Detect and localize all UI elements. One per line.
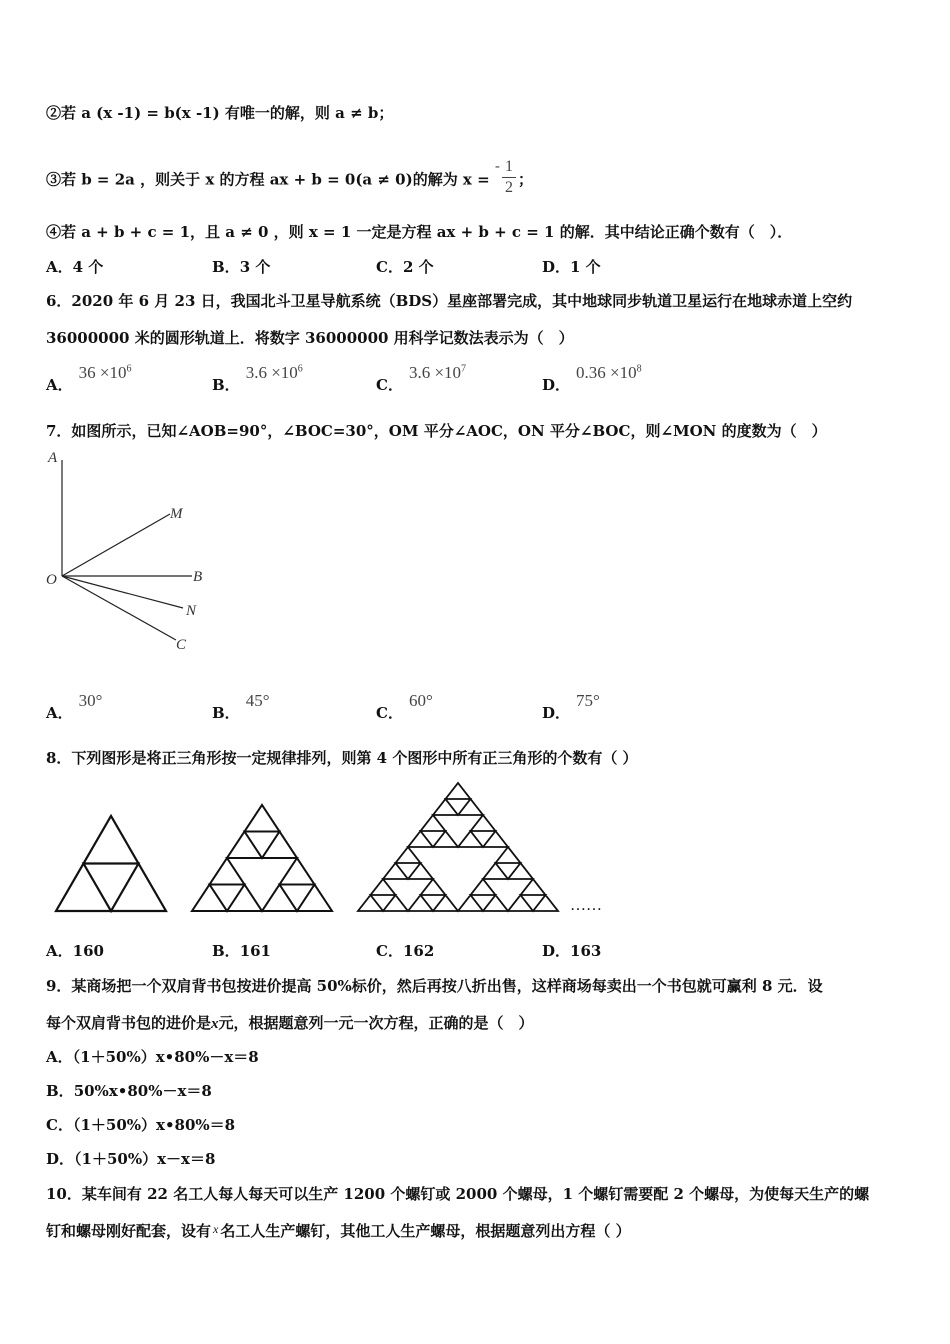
option-text: 162 [402,942,435,960]
math-exponent: 8 [636,363,642,375]
option-letter: A． [46,942,73,960]
option-letter: A． [46,258,73,276]
math-exponent: 6 [126,363,132,375]
q8-option-c [376,940,434,961]
option-text: 2 个 [402,258,434,276]
q8-text: 8．下列图形是将正三角形按一定规律排列，则第 4 个图形中所有正三角形的个数有（ ） [46,749,638,767]
q7-text: 7．如图所示，已知∠AOB=90°，∠BOC=30°，OM 平分∠AOC，ON 平分∠BOC，则∠MON 的度数为（ ） [46,422,827,440]
ray-om [62,514,170,576]
option-math [246,363,303,382]
q9-text-line-1: 9．某商场把一个双肩背书包按进价提高 50%标价，然后再按八折出售，这样商场每卖出一个书包就可赢利 8 元．设 [46,977,823,995]
q10-line-2-start: 钉和螺母刚好配套，设有 [46,1222,212,1240]
triangle-figure-3 [358,783,558,911]
option-text: （1＋50%）x•80%＝8 [72,1116,236,1134]
option-math: 45° [245,691,270,710]
q9-option-c [46,1114,235,1135]
option-letter: D． [542,942,571,960]
option-math: 30° [78,691,103,710]
q7-option-c [376,691,433,723]
ray-oc [62,576,176,640]
option-letter: A． [46,376,73,394]
variable-x: x [213,1222,219,1236]
q7-angle-figure [40,448,220,658]
q5-fraction-denominator: 2 [504,179,513,196]
option-letter: D． [542,376,571,394]
q9-text-line-2 [46,1012,534,1033]
q9-option-b [46,1080,212,1101]
option-text: （1＋50%）x•80%－x＝8 [72,1048,259,1066]
triangle-figure-3-lines [358,783,558,911]
q9-option-d [46,1148,215,1169]
label-a: A [48,450,58,466]
q8-option-a [46,940,104,961]
q8-option-d [542,940,601,961]
option-text: 3 个 [239,258,271,276]
option-letter: B． [212,704,240,722]
math-exponent: 6 [297,363,303,375]
q5-statement-3-end: ； [517,170,533,189]
math-base: 3.6 ×10 [245,363,298,382]
q5-option-a [46,256,103,277]
label-o: O [46,572,57,588]
option-text: 161 [239,942,271,960]
option-math [79,363,132,382]
option-text: （1＋50%）x－x＝8 [74,1150,216,1168]
option-text: 1 个 [570,258,601,276]
q5-statement-3 [46,156,533,201]
option-text: 163 [570,942,602,960]
q5-fraction [502,157,516,198]
q10-text-line-2 [46,1220,631,1241]
option-math [576,363,642,382]
q5-fraction-numerator: 1 [502,157,516,178]
option-letter: B． [46,1082,74,1100]
triangle-figure-1-lines [56,816,166,911]
option-math: 60° [408,691,433,710]
option-math [409,363,466,382]
q5-fraction-sign: - [494,156,500,175]
q7-option-a [46,691,103,723]
option-letter: A． [46,704,73,722]
math-base: 36 ×10 [78,363,127,382]
option-letter: B． [212,376,240,394]
q9-option-a [46,1046,259,1067]
q8-triangle-figures [0,775,950,925]
q9-line-2-start: 每个双肩背书包的进价是 [46,1014,212,1032]
math-base: 0.36 ×10 [576,363,637,382]
figure-ellipsis: …… [570,897,602,914]
option-letter: C． [376,942,403,960]
q6-text-line-1: 6．2020 年 6 月 23 日，我国北斗卫星导航系统（BDS）星座部署完成，其中地球同步轨道卫星运行在地球赤道上空约 [46,292,853,310]
option-letter: C． [376,376,403,394]
q5-option-b [212,256,270,277]
option-letter: B． [212,942,240,960]
q5-statement-3-text: ③若 b = 2a ，则关于 x 的方程 ax + b = 0(a ≠ 0)的解为 x = [46,170,490,189]
q5-option-d [542,256,601,277]
option-text: 50%x•80%－x＝8 [73,1082,212,1100]
option-letter: A． [46,1048,73,1066]
q10-text-line-1: 10．某车间有 22 名工人每人每天可以生产 1200 个螺钉或 2000 个螺母，1 个螺钉需要配 2 个螺母，为使每天生产的螺 [46,1185,870,1203]
option-letter: B． [212,258,240,276]
triangle-figure-2 [192,805,332,911]
variable-x: x [211,1016,219,1032]
label-c: C [176,637,187,653]
option-letter: C． [46,1116,73,1134]
triangle-figure-1 [56,816,166,911]
option-letter: C． [376,704,403,722]
q5-statement-4: ④若 a + b + c = 1，且 a ≠ 0 ，则 x = 1 一定是方程 ax + b + c = 1 的解．其中结论正确个数有（ ）． [46,223,793,241]
q5-option-c [376,256,434,277]
option-letter: D． [542,258,571,276]
q10-line-2-end: 名工人生产螺钉，其他工人生产螺母，根据题意列出方程（ ） [220,1222,631,1240]
q6-text-line-2: 36000000 米的圆形轨道上．将数字 36000000 用科学记数法表示为（ ） [46,329,574,347]
q5-statement-2: ②若 a (x -1) = b(x -1) 有唯一的解，则 a ≠ b； [46,104,394,122]
math-base: 3.6 ×10 [408,363,462,382]
q8-option-b [212,940,271,961]
q9-line-2-end: 元，根据题意列一元一次方程，正确的是（ ） [218,1014,534,1032]
option-math: 75° [576,691,600,710]
q7-option-b [212,691,270,723]
math-exponent: 7 [461,363,467,375]
label-b: B [193,569,203,585]
option-letter: D． [46,1150,75,1168]
option-letter: C． [376,258,403,276]
ray-on [62,576,183,608]
triangle-figure-2-lines [192,805,332,911]
option-letter: D． [542,704,571,722]
label-n: N [186,603,197,619]
q7-option-d [542,691,600,723]
option-text: 4 个 [72,258,104,276]
label-m: M [170,506,183,522]
option-text: 160 [72,942,104,960]
